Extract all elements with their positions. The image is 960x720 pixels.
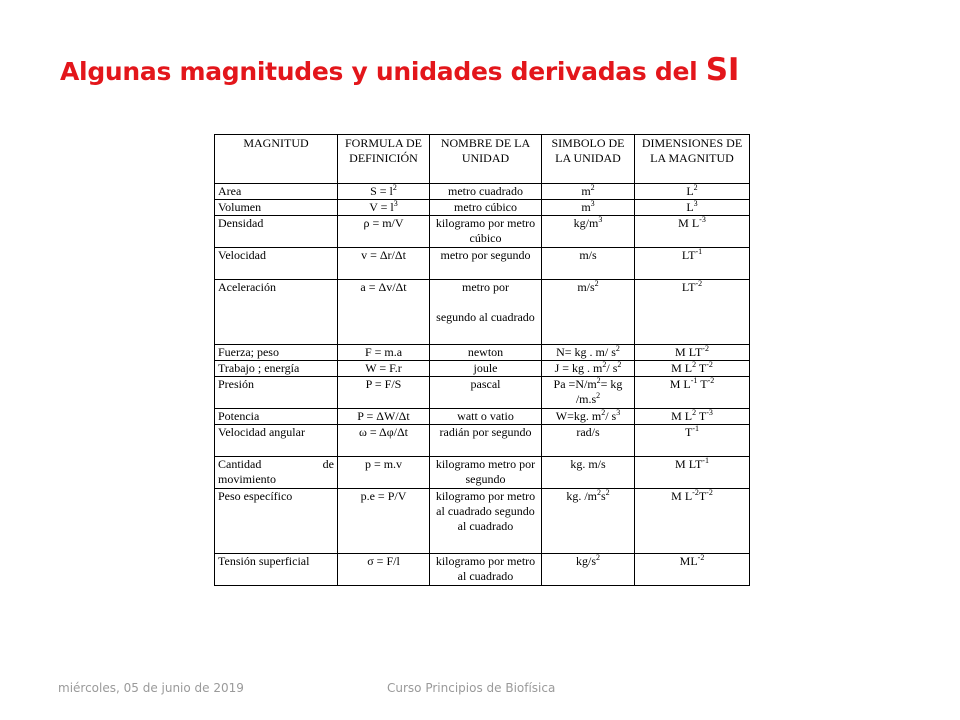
cell-nombre: joule [430,361,542,377]
cell-nombre: kilogramo metro por segundo [430,457,542,489]
slide-title [60,52,739,88]
header-nombre: NOMBRE DE LA UNIDAD [430,135,542,184]
cell-formula: P = ΔW/Δt [338,409,430,425]
cell-formula: $V = l^3$ [338,200,430,216]
cell-magnitud: Area [215,184,338,200]
cell-dimensiones: $T^{-1}$ [635,425,750,457]
cell-simbolo: $kg/s^2$ [542,554,635,586]
table-row [215,200,750,216]
table-body [215,184,750,586]
cell-dimensiones: M $L^{-2}T^{-2}$ [635,489,750,554]
table-row [215,489,750,554]
table-row [215,216,750,248]
table-row [215,280,750,345]
cell-formula: ω = Δφ/Δt [338,425,430,457]
cell-dimensiones: $L^3$ [635,200,750,216]
table-row [215,409,750,425]
slide-title-si: SI [705,52,740,88]
cell-dimensiones: $ML^{-2}$ [635,554,750,586]
table-row [215,425,750,457]
cell-dimensiones: M $L^2$ $T^{-3}$ [635,409,750,425]
cell-dimensiones: M $LT^{-2}$ [635,345,750,361]
cell-nombre: newton [430,345,542,361]
header-row [215,135,750,184]
cell-simbolo: N= kg . m/ $s^2$ [542,345,635,361]
cell-dimensiones: $LT^{-2}$ [635,280,750,345]
cell-nombre: metro por segundo al cuadrado [430,280,542,345]
cell-simbolo: $m^2$ [542,184,635,200]
cell-simbolo: W=kg. $m^2/$ $s^3$ [542,409,635,425]
cell-formula: F = m.a [338,345,430,361]
cell-magnitud: Velocidad angular [215,425,338,457]
cell-simbolo: kg. $/m^2s^2$ [542,489,635,554]
cell-magnitud: Tensión superficial [215,554,338,586]
cell-nombre: kilogramo por metro cúbico [430,216,542,248]
header-dimensiones: DIMENSIONES DE LA MAGNITUD [635,135,750,184]
cell-simbolo: $m/s^2$ [542,280,635,345]
cell-formula: P = F/S [338,377,430,409]
table-row [215,345,750,361]
cell-magnitud: Densidad [215,216,338,248]
cell-formula: W = F.r [338,361,430,377]
cell-magnitud: Presión [215,377,338,409]
cell-magnitud: Potencia [215,409,338,425]
cell-formula: a = Δv/Δt [338,280,430,345]
cell-dimensiones: M $L^{-1}$ $T^{-2}$ [635,377,750,409]
cell-magnitud: Volumen [215,200,338,216]
slide-title-text: Algunas magnitudes y unidades derivadas del [60,57,706,86]
table-row [215,457,750,489]
cell-nombre: metro cúbico [430,200,542,216]
cell-nombre: kilogramo por metro al cuadrado segundo al cuadrado [430,489,542,554]
cell-formula: p.e = P/V [338,489,430,554]
table-row [215,184,750,200]
footer-date: miércoles, 05 de junio de 2019 [58,681,244,695]
cell-simbolo: m/s [542,248,635,280]
cell-formula: ρ = m/V [338,216,430,248]
cell-simbolo: J = kg . $m^2/$ $s^2$ [542,361,635,377]
cell-magnitud: Trabajo ; energía [215,361,338,377]
cell-dimensiones: $LT^{-1}$ [635,248,750,280]
cell-formula: p = m.v [338,457,430,489]
header-simbolo: SIMBOLO DE LA UNIDAD [542,135,635,184]
cell-nombre: pascal [430,377,542,409]
cell-magnitud: Peso específico [215,489,338,554]
cell-dimensiones: M $LT^{-1}$ [635,457,750,489]
cell-magnitud: Aceleración [215,280,338,345]
table-row [215,361,750,377]
cell-dimensiones: $L^2$ [635,184,750,200]
cell-magnitud: Velocidad [215,248,338,280]
cell-formula: $S = l^2$ [338,184,430,200]
cell-nombre: metro cuadrado [430,184,542,200]
cell-nombre: metro por segundo [430,248,542,280]
footer-course: Curso Principios de Biofísica [387,681,556,695]
table-row [215,554,750,586]
cell-magnitud: Fuerza; peso [215,345,338,361]
si-units-table [214,134,750,586]
cell-dimensiones: M $L^{-3}$ [635,216,750,248]
cell-nombre: watt o vatio [430,409,542,425]
table-header [215,135,750,184]
header-formula: FORMULA DE DEFINICIÓN [338,135,430,184]
cell-simbolo: rad/s [542,425,635,457]
table-row [215,377,750,409]
table-row [215,248,750,280]
header-magnitud: MAGNITUD [215,135,338,184]
cell-simbolo: $Pa =N/m^2=$ kg $/m.s^2$ [542,377,635,409]
cell-nombre: kilogramo por metro al cuadrado [430,554,542,586]
cell-dimensiones: M $L^2$ $T^{-2}$ [635,361,750,377]
cell-nombre: radián por segundo [430,425,542,457]
cell-formula: σ = F/l [338,554,430,586]
cell-formula: v = Δr/Δt [338,248,430,280]
cell-simbolo: kg. m/s [542,457,635,489]
cell-magnitud: Cantidad de movimiento [215,457,338,489]
cell-simbolo: $m^3$ [542,200,635,216]
cell-simbolo: $kg/m^3$ [542,216,635,248]
